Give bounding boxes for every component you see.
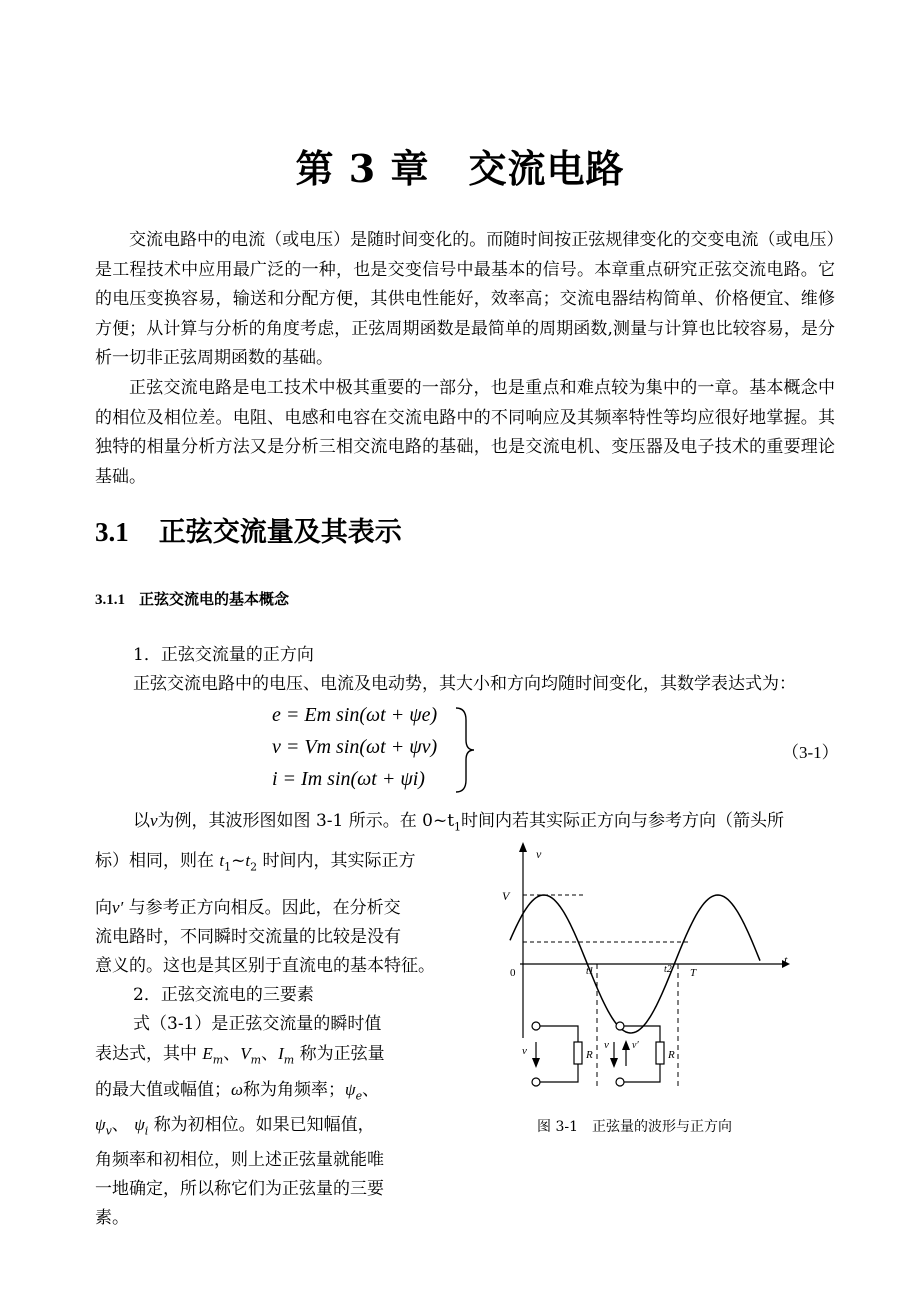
figure-caption: 图 3-1 正弦量的波形与正方向 [537,1119,732,1135]
example-line-1 [133,806,784,833]
item2-line-2-a: 表达式，其中 [95,1044,203,1065]
chapter-title: 第 3 章 交流电路 [295,146,625,191]
item2-line-1: 式（3-1）是正弦交流量的瞬时值 [133,1014,382,1035]
t-axis-label: t [784,953,788,967]
v-axis-label: v [536,847,542,861]
item2-heading: 2．正弦交流电的三要素 [133,985,314,1006]
section-title: 正弦交流量及其表示 [158,517,402,548]
example-line-1-b: 为例，其波形图如图 3-1 所示。在 0~t [157,811,455,831]
figure-3-1 [490,838,800,1098]
voltage-left-label: v [522,1045,527,1057]
terminal-top-left [532,1022,540,1030]
item2-line-5: 角频率和初相位，则上述正弦量就能唯 [95,1149,384,1170]
item1-heading: 1．正弦交流量的正方向 [133,645,314,665]
resistor-left [574,1042,582,1064]
equation-e [272,704,437,727]
amplitude-label: V [502,889,510,903]
item2-line-3-a: 的最大值或幅值； [95,1079,231,1100]
example-var-v: v [150,811,158,830]
example-line-1-a: 以 [133,811,150,831]
item2-line-4: $\psi_v$、 $\psi_i$ 称为初相位。如果已知幅值， [95,1115,375,1138]
terminal-top-right [616,1022,624,1030]
intro-paragraph-2: 正弦交流电路是电工技术中极其重要的一部分，也是重点和难点较为集中的一章。基本概念中的相位及相位差。电阻、电感和电容在交流电路中的不同响应及其频率特性等均应很好地掌握。其独特的相量分析方法又是分析三相交流电路的基础，也是交流电机、变压器及电子技术的重要理论基础。 [95,378,835,487]
example-line-1-sub: 1 [454,820,462,834]
equation-e-text: e = Em sin(ωt + ψe) [272,704,438,726]
wire-left-bottom [540,1064,578,1082]
subsection-title: 正弦交流电的基本概念 [139,590,290,608]
resistor-right-label: R [668,1049,675,1061]
item2-line-7: 素。 [95,1207,129,1228]
resistor-right [656,1042,664,1064]
item2-line-2-b: 称为正弦量 [299,1044,385,1065]
voltage-right-arrowhead [610,1058,618,1068]
t1-label: t1 [586,966,594,977]
example-line-3-a: 向 [95,898,112,919]
equation-i-text: i = Im sin(ωt + ψi) [272,768,425,790]
example-line-4: 流电路时，不同瞬时交流量的比较是没有 [95,927,401,948]
example-line-3-b: 与参考正方向相反。因此，在分析交 [128,898,401,919]
equation-i [272,768,425,791]
equation-number: （3-1） [782,743,839,762]
equation-brace [452,706,478,794]
subsection-heading [95,588,289,609]
omega-symbol: ω [231,1079,244,1099]
resistor-left-label: R [586,1049,593,1061]
wire-left-top [540,1026,578,1042]
voltage-right-label: v [604,1039,609,1051]
item2-line-3: 的最大值或幅值；ω称为角频率；$\psi_e$、 [95,1079,380,1103]
example-line-2: 标）相同，则在 $t_1\sim t_2$ 时间内，其实际正方 [95,851,416,874]
example-line-1-c: 时间内若其实际正方向与参考方向（箭头所 [461,811,785,831]
wire-right-bottom [624,1064,660,1082]
period-label: T [690,967,697,979]
section-number: 3.1 [95,517,129,547]
origin-label: 0 [510,967,516,979]
example-line-2-a: 标）相同，则在 [95,851,220,871]
equation-v [272,736,437,759]
example-line-3: 向v′ 与参考正方向相反。因此，在分析交 [95,898,401,919]
v-axis-arrow [519,842,527,852]
v-prime-label: v′ [632,1040,639,1051]
terminal-bottom-left [532,1078,540,1086]
left-column-text [95,846,460,1233]
terminal-bottom-right [616,1078,624,1086]
equation-v-text: v = Vm sin(ωt + ψv) [272,736,438,758]
item2-line-3-c: 称为角频率； [243,1079,346,1100]
item2-line-2: 表达式，其中 $E_m$、$V_m$、$I_m$ 称为正弦量 [95,1044,385,1067]
intro-paragraph-1: 交流电路中的电流（或电压）是随时间变化的。而随时间按正弦规律变化的交变电流（或电压）是工程技术中应用最广泛的一种，也是交变信号中最基本的信号。本章重点研究正弦交流电路。它的电压变换容易，输送和分配方便，其供电性能好，效率高；交流电器结构简单、价格便宜、维修方便；从计算与分析的角度考虑，正弦周期函数是最简单的周期函数,测量与计算也比较容易，是分析一切非正弦周期函数的基础。 [95,230,835,368]
item2-line-6: 一地确定，所以称它们为正弦量的三要 [95,1178,384,1199]
item1-text: 正弦交流电路中的电压、电流及电动势，其大小和方向均随时间变化，其数学表达式为： [133,674,796,694]
t2-label: t2 [664,964,672,975]
subsection-number: 3.1.1 [95,592,125,608]
item2-line-4-b: 称为初相位。如果已知幅值， [153,1115,375,1136]
reverse-arrowhead [622,1040,630,1050]
example-line-5: 意义的。这也是其区别于直流电的基本特征。 [95,956,435,977]
example-line-2-b: 时间内，其实际正方 [262,851,416,871]
section-heading [95,510,402,549]
voltage-left-arrowhead [532,1058,540,1068]
